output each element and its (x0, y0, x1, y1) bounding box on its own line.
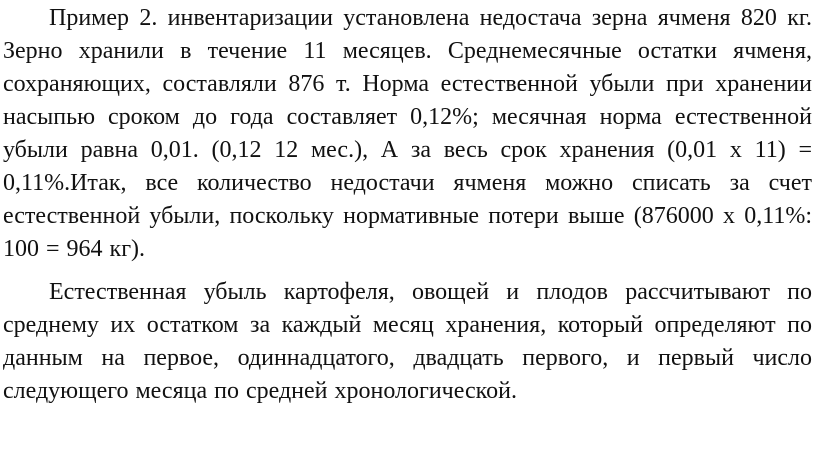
paragraph-example-2: Пример 2. инвентаризации установлена недостача зерна ячменя 820 кг. Зерно хранили в течение 11 месяцев. Среднемесячные остатки ячменя, сохраняющих, составляли 876 т. Норма естественной убыли при хранении насыпью сроком до года составляет 0,12%; месячная норма естественной убыли равна 0,01. (0,12 12 мес.), А за весь срок хранения (0,01 х 11) = 0,11%.Итак, все количество недостачи ячменя можно списать за счет естественной убыли, поскольку нормативные потери выше (876000 х 0,11%: 100 = 964 кг). (3, 5, 812, 262)
paragraph-natural-loss-vegetables: Естественная убыль картофеля, овощей и плодов рассчитывают по среднему их остатком за каждый месяц хранения, который определяют по данным на первое, одиннадцатого, двадцать первого, и первый число следующего месяца по средней хронологической. (3, 279, 812, 404)
